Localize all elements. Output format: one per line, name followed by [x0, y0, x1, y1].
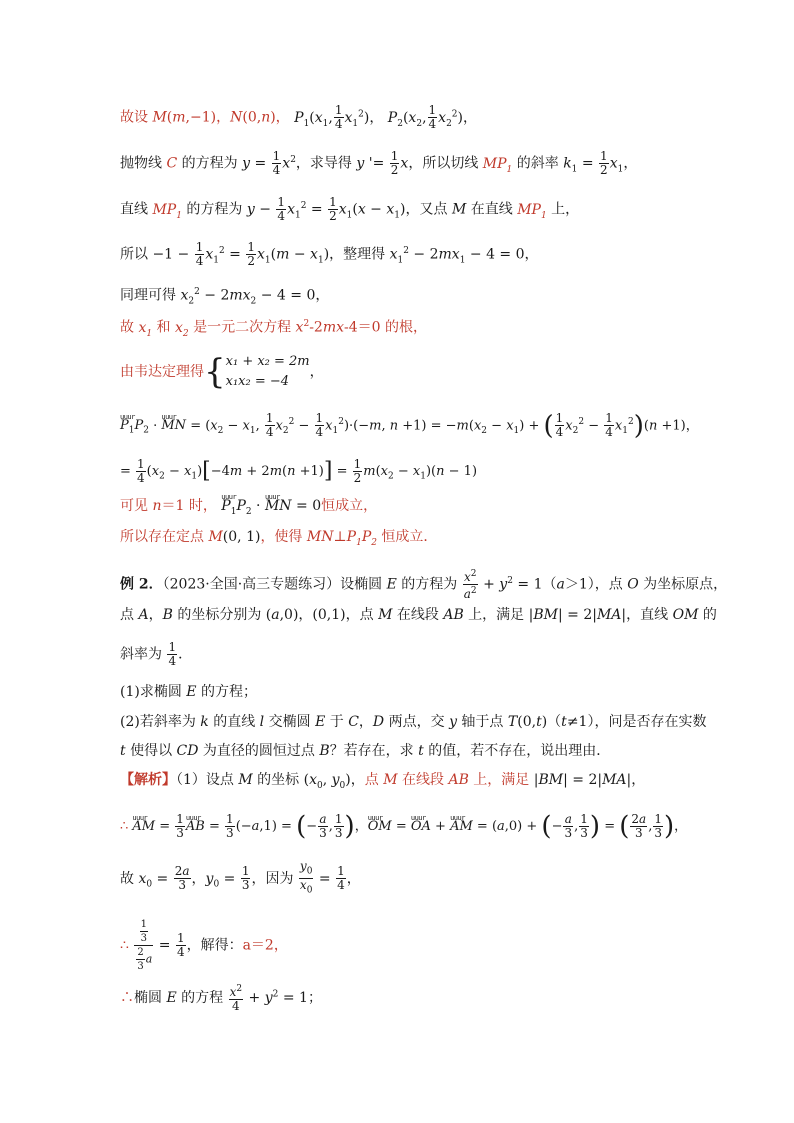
text-line-6: 故 $x_1$ 和 $x_2$ 是一元二次方程 $x^2-2mx-4=0$ 的根，	[120, 319, 427, 339]
text-line-10: 可见 n＝1 时， uuur $P_1P_2$ · uuur MN = 0恒成立，	[120, 496, 377, 522]
solution-line-3: 故 $x_0$ = $\frac{2a}{3}$ ，$y_0$ = $\frac{1}{3}$ ，因为 $\frac{y_0}{x_0}$ = $\frac{1}{4}$ ，	[120, 859, 361, 896]
solution-line-4: ∴ $\frac{1}{3}$ $\frac{2}{3}$ a = $\frac{1}{4}$ ，解得：a＝2，	[120, 919, 288, 972]
text-line-4: 所以 −1 − $\frac{1}{4}$ $x_1^2$ = $\frac{1}{2}$ $x_1(m - x_1)$，整理得 $x_1^2 - 2mx_1 - 4 = 0$，	[120, 240, 539, 269]
text-line-3: 直线 $MP_1$ 的方程为 y − $\frac{1}{4}$ $x_1^2$ = $\frac{1}{2}$ $x_1(x - x_1)$，又点 M 在直线 $MP_1$ 上，	[120, 195, 580, 224]
question-1	[120, 682, 257, 702]
solution-heading: 【解析】	[120, 772, 176, 788]
point-p2: $P_2(x_2$, $\frac{1}{4}$ $x_2^2$)，	[387, 103, 477, 132]
example-label: 例 2．	[120, 576, 163, 593]
solution-line-5: ∴椭圆 E 的方程 $\frac{x^2}{4}$ + $y^2 = 1$；	[120, 984, 322, 1013]
question-1-text: (1)求椭圆 E 的方程；	[120, 684, 257, 700]
text-line-8: uuur $P_1P_2$ · uuur MN = ($x_2 - x_1$, $\frac{1}{4}$ $x_2^2$ − $\frac{1}{4}$ $x_1^2)\cdot(-m$, $n +1) = -m(x_2 - x_1)$ + ( $\frac{1}{4}$ $x_2^2$ − $\frac{1}{4}$ $x_1^2)(n +1)$，	[120, 412, 699, 441]
therefore-symbol: ∴	[120, 937, 134, 954]
question-2-line-1: (2)若斜率为 k 的直线 l 交椭圆 E 于 C，D 两点，交 y 轴于点 T(0,t)（t≠1），问是否存在实数	[120, 714, 707, 730]
solution-line-1: 【解析】（1）设点 M 的坐标 ($x_0$, $y_0$)，点 M 在线段 AB 上，满足 |BM| = 2|MA|，	[120, 772, 646, 791]
solution-a-value: a＝2，	[242, 937, 288, 954]
vieta-eq-2: x₁x₂ = −4	[225, 374, 290, 389]
line-1-text: 故设 M(m,−1)，N(0,n)，	[120, 109, 290, 126]
example-2-line-1: 例 2．（2023·全国·高三专题练习）设椭圆 E 的方程为 $\frac{x^2}{a^2}$ + $y^2 = 1(a>1)$，点 O 为坐标原点，	[120, 569, 728, 601]
text-line-5: 同理可得 $x_2^2 - 2mx_2 - 4 = 0$，	[120, 287, 330, 307]
text-line-7: 由韦达定理得{ x₁ + x₂ = 2m x₁x₂ = −4 ，	[120, 352, 324, 392]
question-2-line-2: t 使得以 CD 为直径的圆恒过点 B？若存在，求 t 的值，若不存在，说出理由．	[120, 743, 611, 759]
text-line-2: 抛物线 C 的方程为 y = $\frac{1}{4}$ $x^2$，求导得 y '= $\frac{1}{2}$ x，所以切线 $MP_1$ 的斜率 $k_1$ = $\frac{1}{2}$ $x_1$，	[120, 149, 638, 178]
example-source: （2023·全国·高三专题练习）	[162, 576, 341, 593]
solution-line-2: ∴ uuur AM = $\frac{1}{3}$ uuur AB = $\frac{1}{3}$ (−a,1) = (− $\frac{a}{3}$ , $\frac{1}{3}$ )，uuur OM = uuur OA + uuur AM = (a,0) + (− $\frac{a}{3}$ , $\frac{1}{3}$ ) = ( $\frac{2a}{3}$ , $\frac{1}{3}$ )，	[120, 813, 687, 840]
text-line-11: 所以存在定点 M(0, 1)，使得 $MN\perp P_1P_2$ 恒成立．	[120, 529, 438, 548]
point-p1: $P_1(x_1$, $\frac{1}{4}$ $x_1^2$)，	[294, 103, 384, 132]
vieta-label: 由韦达定理得	[120, 364, 204, 380]
text-line-9: = $\frac{1}{4}$ $(x_2 - x_1)[-4m + 2m(n +1)]$ = $\frac{1}{2}$ $m(x_2 - x_1)(n - 1)$	[120, 457, 478, 485]
example-2-line-3: 斜率为 $\frac{1}{4}$ ．	[120, 640, 193, 668]
vieta-eq-1: x₁ + x₂ = 2m	[225, 354, 310, 369]
text-line-1	[120, 104, 477, 133]
example-2-line-2: 点 A，B 的坐标分别为 (a,0)，(0,1)，点 M 在线段 AB 上，满足 |BM| = 2|MA|，直线 OM 的	[120, 607, 717, 623]
